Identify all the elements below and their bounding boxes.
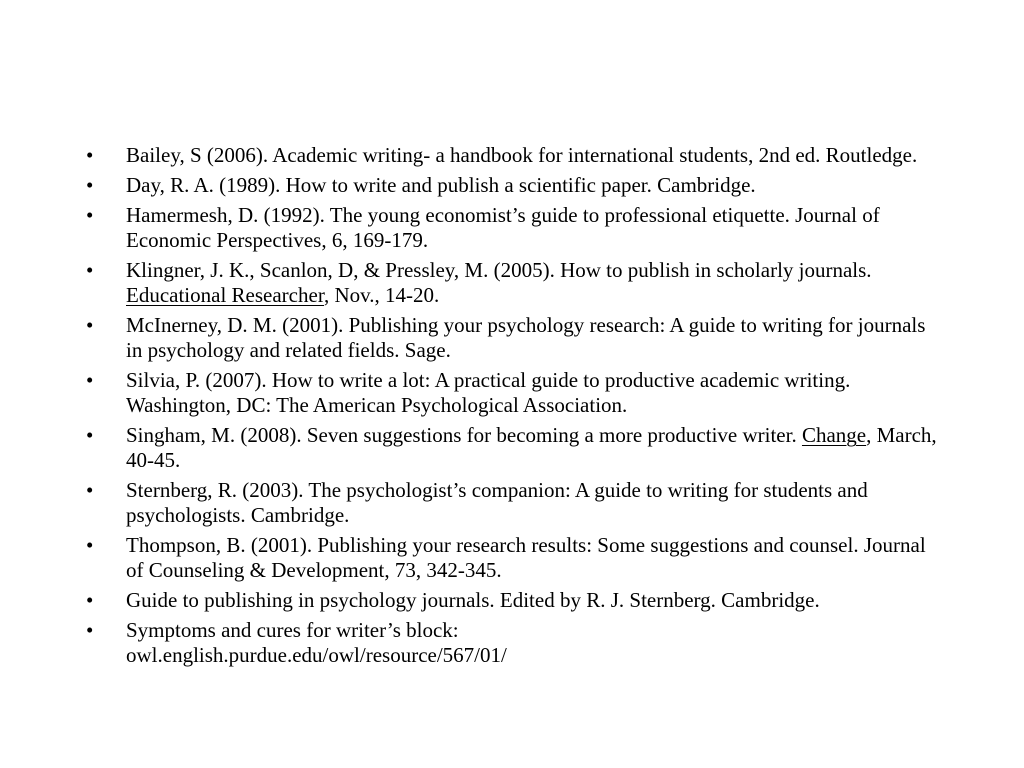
reference-text: Klingner, J. K., Scanlon, D, & Pressley, M. (2005). How to publish in scholarly journals. [126, 258, 872, 282]
bullet-icon: • [86, 423, 94, 447]
reference-item [86, 423, 946, 473]
bullet-icon: • [86, 588, 94, 612]
bullet-icon: • [86, 618, 94, 642]
reference-text: Silvia, P. (2007). How to write a lot: A practical guide to productive academic writing. Washington, DC: The American Psychological Association. [126, 368, 851, 417]
reference-item [86, 368, 946, 418]
bullet-icon: • [86, 478, 94, 502]
reference-item [86, 143, 946, 168]
bullet-icon: • [86, 173, 94, 197]
journal-title: Change [801, 423, 867, 447]
reference-item [86, 203, 946, 253]
reference-text: Singham, M. (2008). Seven suggestions for becoming a more productive writer. [126, 423, 802, 447]
reference-item [86, 173, 946, 198]
reference-item [86, 618, 946, 668]
bullet-icon: • [86, 203, 94, 227]
reference-item [86, 258, 946, 308]
reference-text: Sternberg, R. (2003). The psychologist’s companion: A guide to writing for students and psychologists. Cambridge. [126, 478, 868, 527]
reference-text: Day, R. A. (1989). How to write and publish a scientific paper. Cambridge. [126, 173, 756, 197]
reference-text: Guide to publishing in psychology journals. Edited by R. J. Sternberg. Cambridge. [126, 588, 820, 612]
reference-item [86, 533, 946, 583]
reference-text: Bailey, S (2006). Academic writing- a handbook for international students, 2nd ed. Routledge. [126, 143, 918, 167]
reference-text-suffix: , Nov., 14-20. [323, 283, 440, 307]
reference-text: McInerney, D. M. (2001). Publishing your psychology research: A guide to writing for journals in psychology and related fields. Sage. [126, 313, 926, 362]
bullet-icon: • [86, 143, 94, 167]
reference-item [86, 313, 946, 363]
bullet-icon: • [86, 533, 94, 557]
reference-url: owl.english.purdue.edu/owl/resource/567/01/ [126, 643, 507, 667]
reference-text: Symptoms and cures for writer’s block: [126, 618, 459, 642]
reference-text: Hamermesh, D. (1992). The young economist’s guide to professional etiquette. Journal of Economic Perspectives, 6, 169-179. [126, 203, 880, 252]
reference-text-suffix: , March, 40-45. [126, 423, 937, 472]
bullet-icon: • [86, 313, 94, 337]
bullet-icon: • [86, 258, 94, 282]
reference-list [86, 143, 946, 673]
journal-title: Educational Researcher [126, 283, 324, 307]
bullet-icon: • [86, 368, 94, 392]
reference-text: Thompson, B. (2001). Publishing your research results: Some suggestions and counsel. Journal of Counseling & Development, 73, 342-345. [126, 533, 926, 582]
reference-item [86, 478, 946, 528]
reference-item [86, 588, 946, 613]
